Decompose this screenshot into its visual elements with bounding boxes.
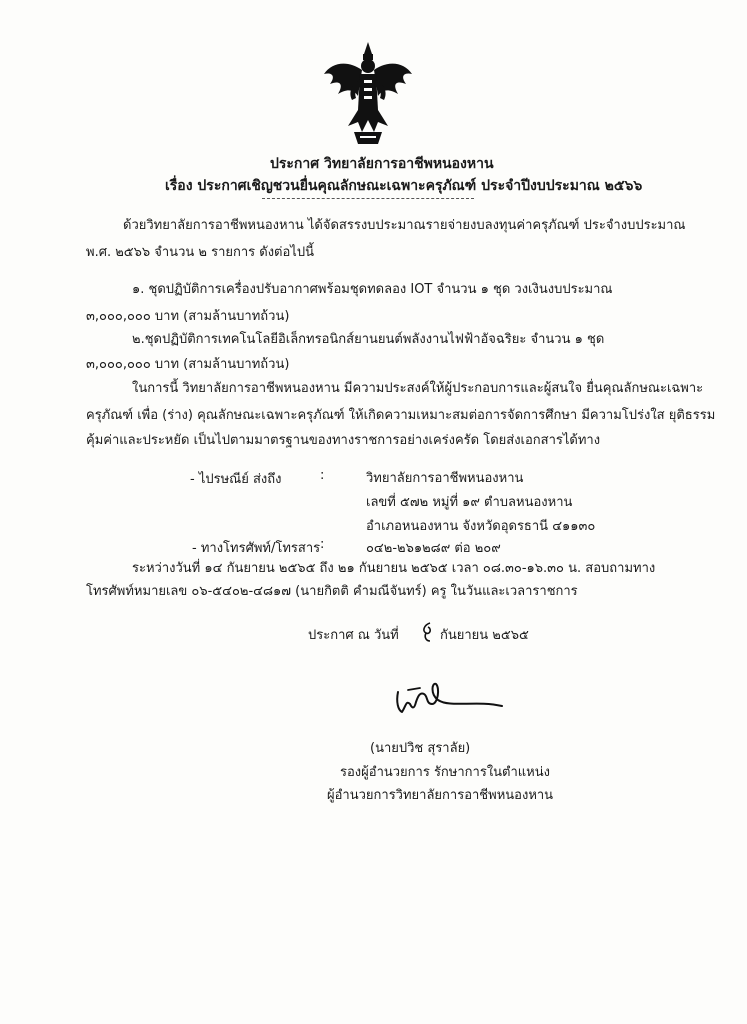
period-line-2: โทรศัพท์หมายเลข ๐๖-๕๔๐๒-๔๘๑๗ (นายกิตติ คำมณีจันทร์) ครู ในวันและเวลาราชการ [86, 584, 578, 599]
signature-mark [380, 670, 520, 730]
post-address-3: อำเภอหนองหาน จังหวัดอุดรธานี ๔๑๑๓๐ [366, 519, 596, 534]
phone-label: - ทางโทรศัพท์/โทรสาร [192, 541, 321, 556]
signer-name: (นายปวิช สุราลัย) [370, 741, 471, 756]
period-line-1: ระหว่างวันที่ ๑๔ กันยายน ๒๕๖๕ ถึง ๒๑ กันยายน ๒๕๖๕ เวลา ๐๘.๓๐-๑๖.๓๐ น. สอบถามทาง [132, 561, 656, 576]
header-divider [262, 198, 474, 199]
item-1-line-2: ๓,๐๐๐,๐๐๐ บาท (สามล้านบาทถ้วน) [86, 309, 290, 324]
phone-colon: : [320, 537, 325, 552]
garuda-emblem-icon [318, 40, 418, 150]
post-address-1: วิทยาลัยการอาชีพหนองหาน [366, 471, 524, 486]
item-2-line-1: ๒.ชุดปฏิบัติการเทคโนโลยีอิเล็กทรอนิกส์ยานยนต์พลังงานไฟฟ้าอัจฉริยะ จำนวน ๑ ชุด [132, 332, 605, 347]
intro-line-1: ด้วยวิทยาลัยการอาชีพหนองหาน ได้จัดสรรงบประมาณรายจ่ายงบลงทุนค่าครุภัณฑ์ ประจำงบประมาณ [123, 218, 686, 233]
body-line-1: ในการนี้ วิทยาลัยการอาชีพหนองหาน มีความประสงค์ให้ผู้ประกอบการและผู้สนใจ ยื่นคุณลักษณะเฉพาะ [132, 381, 704, 396]
item-1-line-1: ๑. ชุดปฏิบัติการเครื่องปรับอากาศพร้อมชุดทดลอง IOT จำนวน ๑ ชุด วงเงินงบประมาณ [132, 282, 613, 297]
body-line-2: ครุภัณฑ์ เพื่อ (ร่าง) คุณลักษณะเฉพาะครุภัณฑ์ ให้เกิดความเหมาะสมต่อการจัดการศึกษา มีความโปร่งใส ยุติธรรม [86, 408, 716, 423]
post-label: - ไปรษณีย์ ส่งถึง [190, 472, 282, 487]
post-address-2: เลขที่ ๕๗๒ หมู่ที่ ๑๙ ตำบลหนองหาน [366, 495, 573, 510]
announce-date-prefix: ประกาศ ณ วันที่ [308, 628, 399, 643]
signer-position-2: ผู้อำนวยการวิทยาลัยการอาชีพหนองหาน [327, 788, 554, 803]
announce-date-suffix: กันยายน ๒๕๖๕ [440, 628, 529, 643]
handwritten-day-mark [418, 621, 436, 643]
announcement-subject: เรื่อง ประกาศเชิญชวนยื่นคุณลักษณะเฉพาะครุภัณฑ์ ประจำปีงบประมาณ ๒๕๖๖ [165, 178, 643, 194]
intro-line-2: พ.ศ. ๒๕๖๖ จำนวน ๒ รายการ ดังต่อไปนี้ [86, 245, 314, 260]
announcement-heading: ประกาศ วิทยาลัยการอาชีพหนองหาน [270, 156, 494, 172]
signer-position-1: รองผู้อำนวยการ รักษาการในตำแหน่ง [340, 765, 550, 780]
phone-value: ๐๔๒-๒๖๑๒๘๙ ต่อ ๒๐๙ [366, 541, 501, 556]
body-line-3: คุ้มค่าและประหยัด เป็นไปตามมาตรฐานของทางราชการอย่างเคร่งครัด โดยส่งเอกสารได้ทาง [86, 433, 601, 448]
item-2-line-2: ๓,๐๐๐,๐๐๐ บาท (สามล้านบาทถ้วน) [86, 357, 290, 372]
post-colon: : [320, 468, 325, 483]
